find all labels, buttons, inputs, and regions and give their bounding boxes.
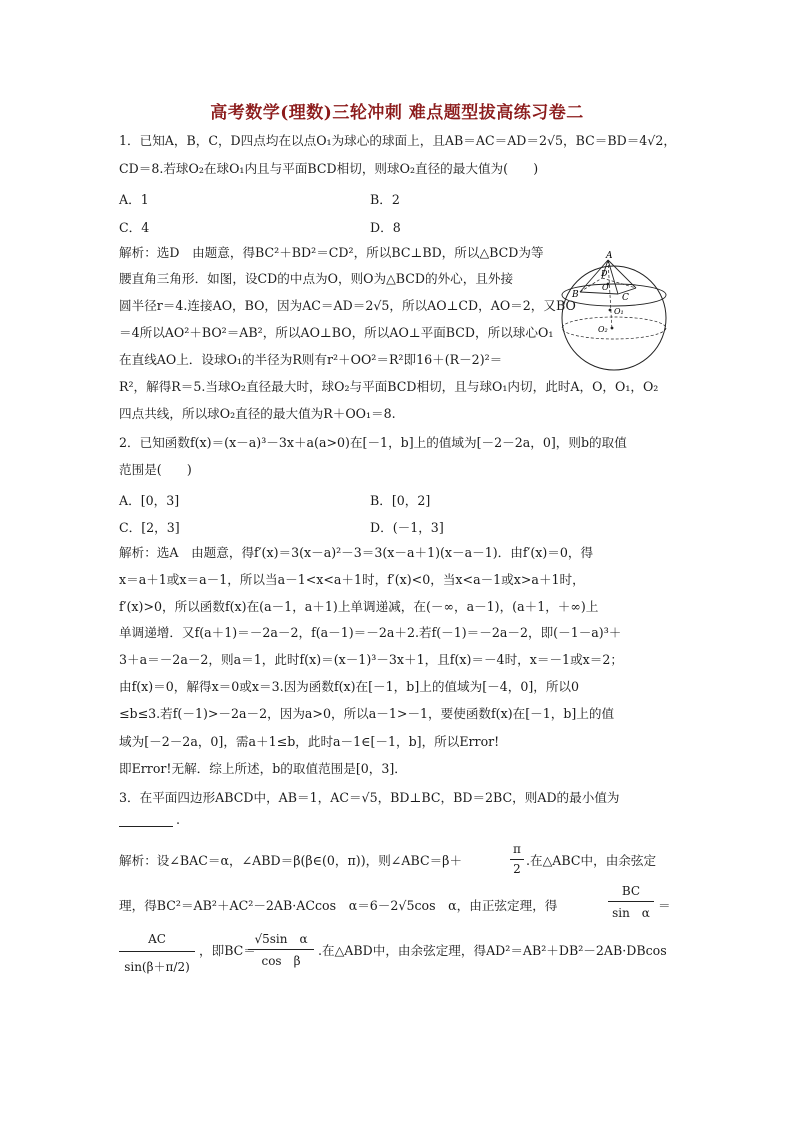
answer-blank xyxy=(119,826,173,827)
q2-line-2: 范围是( ) xyxy=(119,462,192,477)
q3-solution-line-1a: 解析：设∠BAC＝α，∠ABD＝β(β∈(0，π))，则∠ABC＝β＋ xyxy=(119,853,463,868)
q2-option-a: A．[0，3] xyxy=(119,493,180,508)
figure-label-b: B xyxy=(572,290,579,300)
q2-solution-line-8: 域为[－2－2a，0]，需a＋1≤b，此时a－1∈[－1，b]，所以Error! xyxy=(119,734,500,749)
q3-solution-line-3b: .在△ABD中，由余弦定理，得AD²＝AB²＋DB²－2AB·DBcos xyxy=(318,943,667,958)
fraction-bc-value-denominator: cos β xyxy=(261,954,301,968)
fraction-bc-numerator: BC xyxy=(621,884,641,898)
q2-solution-line-4: 单调递增．又f(a＋1)＝－2a－2，f(a－1)＝－2a＋2.若f(－1)＝－2a－2，即(－1－a)³＋ xyxy=(119,625,622,640)
q3-solution-line-3a: ，即BC＝ xyxy=(199,943,256,958)
blank-period: . xyxy=(176,812,181,827)
sphere-figure xyxy=(552,248,682,378)
fraction-pi-denominator: 2 xyxy=(513,862,521,876)
q1-line-1: 1．已知A，B，C，D四点均在以点O₁为球心的球面上，且AB＝AC＝AD＝2√5，BC＝BD＝4√2， xyxy=(119,133,676,148)
q1-solution-line-4: ＝4所以AO²＋BO²＝AB²，所以AO⊥BO，所以AO⊥平面BCD，所以球心O₁ xyxy=(119,325,554,340)
page-title: 高考数学(理数)三轮冲刺 难点题型拔高练习卷二 xyxy=(210,103,584,123)
fraction-ac-numerator: AC xyxy=(148,932,166,946)
figure-label-c: C xyxy=(622,293,629,303)
q3-solution-line-2: 理，得BC²＝AB²＋AC²－2AB·ACcos α＝6－2√5cos α，由正弦定理，得 xyxy=(119,898,558,913)
q1-option-b: B．2 xyxy=(370,192,400,207)
q2-option-d: D．(－1，3] xyxy=(370,520,444,535)
q1-option-c: C．4 xyxy=(119,220,150,235)
q1-solution-line-2: 腰直角三角形．如图，设CD的中点为O，则O为△BCD的外心，且外接 xyxy=(119,271,514,286)
q1-solution-line-5: 在直线AO上．设球O₁的半径为R则有r²＋OO²＝R²即16＋(R－2)²＝ xyxy=(119,352,503,367)
q2-solution-line-3: f′(x)>0，所以函数f(x)在(a－1，a＋1)上单调递减，在(－∞，a－1)，(a＋1，＋∞)上 xyxy=(119,599,599,614)
q1-line-2: CD＝8.若球O₂在球O₁内且与平面BCD相切，则球O₂直径的最大值为( ) xyxy=(119,161,539,176)
q2-solution-line-9: 即Error!无解．综上所述，b的取值范围是[0，3]． xyxy=(119,761,407,776)
q3-solution-line-1b: .在△ABC中，由余弦定 xyxy=(526,853,657,868)
q1-solution-line-1: 解析：选D 由题意，得BC²＋BD²＝CD²，所以BC⊥BD，所以△BCD为等 xyxy=(119,245,544,260)
fraction-pi-numerator: π xyxy=(513,842,521,856)
q2-solution-line-1: 解析：选A 由题意，得f′(x)＝3(x－a)²－3＝3(x－a＋1)(x－a－1)．由f′(x)＝0，得 xyxy=(119,545,594,560)
q2-line-1: 2．已知函数f(x)＝(x－a)³－3x＋a(a>0)在[－1，b]上的值域为[－2－2a，0]，则b的取值 xyxy=(119,435,627,450)
q2-solution-line-6: 由f(x)＝0，解得x＝0或x＝3.因为函数f(x)在[－1，b]上的值域为[－4，0]，所以0 xyxy=(119,679,580,694)
fraction-ac-denominator: sin(β＋π/2) xyxy=(124,960,190,974)
q1-option-a: A．1 xyxy=(119,192,149,207)
q3-line-1: 3．在平面四边形ABCD中，AB＝1，AC＝√5，BD⊥BC，BD＝2BC，则AD的最小值为 xyxy=(119,790,620,805)
q1-option-d: D．8 xyxy=(370,220,401,235)
figure-label-o1: O₁ xyxy=(614,307,624,316)
fraction-bar-pi xyxy=(510,859,524,860)
q2-option-c: C．[2，3] xyxy=(119,520,180,535)
figure-label-o2: O₂ xyxy=(598,325,608,334)
figure-label-a: A xyxy=(606,251,613,261)
figure-label-o: O xyxy=(602,283,609,292)
q1-solution-line-3: 圆半径r＝4.连接AO，BO，因为AC＝AD＝2√5，所以AO⊥CD，AO＝2，又BO xyxy=(119,298,576,313)
fraction-bar-bc-value xyxy=(248,949,314,950)
fraction-bar-bc xyxy=(608,901,654,902)
figure-label-d: D xyxy=(601,269,608,278)
q2-option-b: B．[0，2] xyxy=(370,493,431,508)
q3-equals-sign: ＝ xyxy=(658,898,671,913)
fraction-bc-denominator: sin α xyxy=(612,906,650,920)
q1-solution-line-6: R²，解得R＝5.当球O₂直径最大时，球O₂与平面BCD相切，且与球O₁内切，此时A，O，O₁，O₂ xyxy=(119,379,659,394)
q2-solution-line-2: x＝a＋1或x＝a－1，所以当a－1<x<a＋1时，f′(x)<0，当x<a－1或x>a＋1时， xyxy=(119,572,585,587)
q2-solution-line-5: 3＋a＝－2a－2，则a＝1，此时f(x)＝(x－1)³－3x＋1，且f(x)＝－4时，x＝－1或x＝2； xyxy=(119,652,623,667)
fraction-bc-value-numerator: √5sin α xyxy=(254,932,308,946)
fraction-bar-ac xyxy=(119,951,195,952)
q1-solution-line-7: 四点共线，所以球O₂直径的最大值为R＋OO₁＝8. xyxy=(119,406,396,421)
q2-solution-line-7: ≤b≤3.若f(－1)>－2a－2，因为a>0，所以a－1>－1，要使函数f(x)在[－1，b]上的值 xyxy=(119,706,615,721)
